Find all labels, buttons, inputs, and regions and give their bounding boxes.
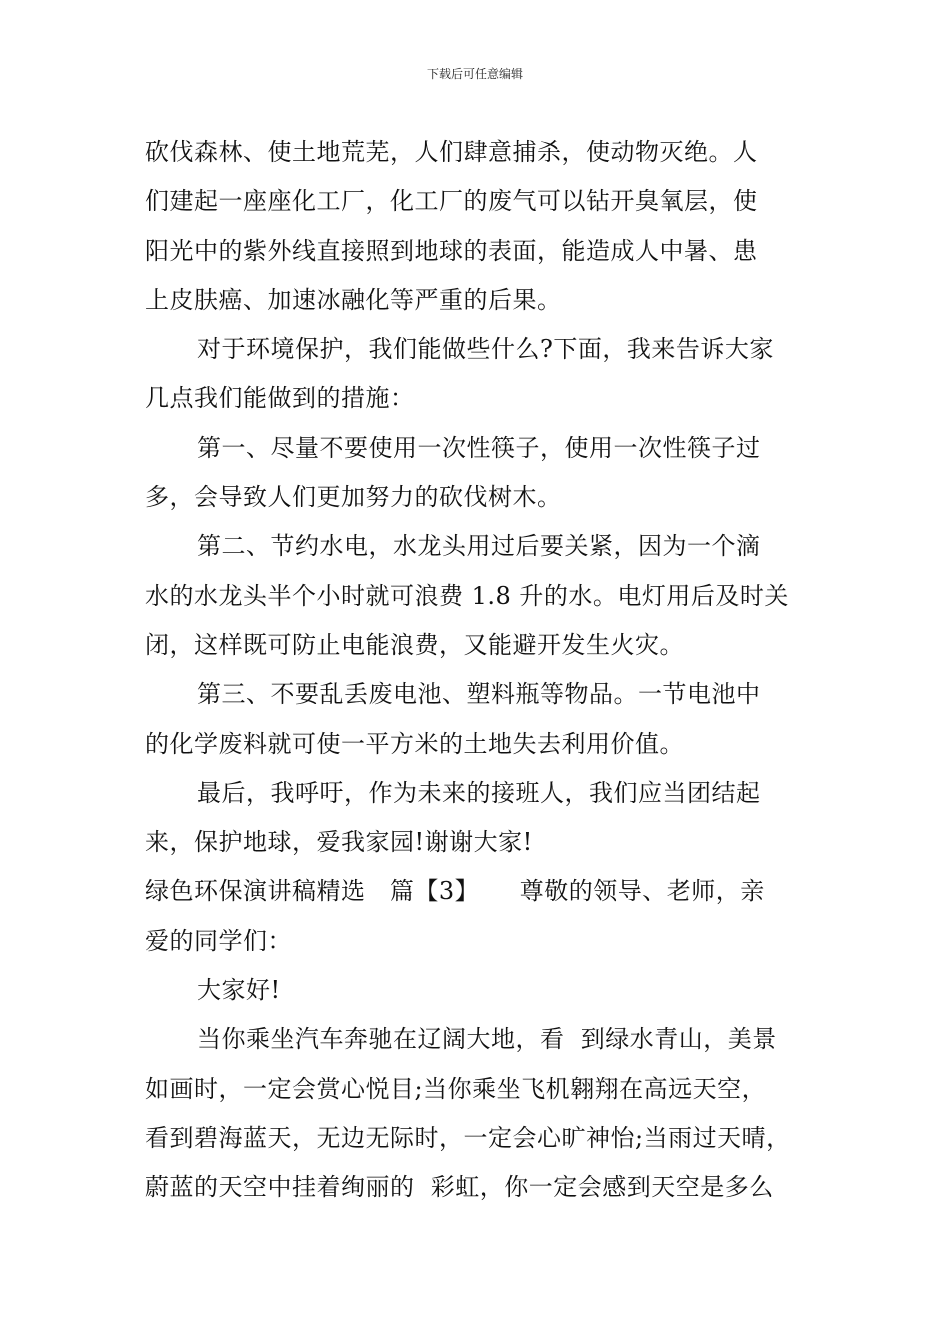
- text-line: 来，保护地球，爱我家园!谢谢大家!: [145, 828, 533, 857]
- text-line: 蔚蓝的天空中挂着绚丽的 彩虹，你一定会感到天空是多么: [145, 1173, 774, 1202]
- paragraph-start-line: 对于环境保护，我们能做些什么?下面，我来告诉大家: [197, 335, 774, 364]
- text-line: 阳光中的紫外线直接照到地球的表面，能造成人中暑、患: [145, 236, 758, 265]
- paragraph-start-line: 大家好!: [197, 976, 281, 1005]
- paragraph-start-line: 第一、尽量不要使用一次性筷子，使用一次性筷子过: [197, 433, 761, 462]
- text-line: 水的水龙头半个小时就可浪费 1.8 升的水。电灯用后及时关: [145, 581, 789, 610]
- text-line: 们建起一座座化工厂，化工厂的废气可以钻开臭氧层，使: [145, 187, 758, 216]
- text-line: 如画时，一定会赏心悦目;当你乘坐飞机翱翔在高远天空，: [145, 1074, 767, 1103]
- text-line: 多，会导致人们更加努力的砍伐树木。: [145, 483, 562, 512]
- text-line: 看到碧海蓝天，无边无际时，一定会心旷神怡;当雨过天晴，: [145, 1123, 791, 1152]
- text-line: 几点我们能做到的措施：: [145, 384, 415, 413]
- text-line: 的化学废料就可使一平方米的土地失去利用价值。: [145, 729, 684, 758]
- text-line: 闭，这样既可防止电能浪费，又能避开发生火灾。: [145, 630, 684, 659]
- document-body: [145, 128, 825, 1213]
- text-line: 上皮肤癌、加速冰融化等严重的后果。: [145, 285, 562, 314]
- paragraph-start-line: 最后，我呼吁，作为未来的接班人，我们应当团结起: [197, 778, 761, 807]
- paragraph-start-line: 第三、不要乱丢废电池、塑料瓶等物品。一节电池中: [197, 680, 761, 709]
- section-title-line: 绿色环保演讲稿精选 篇【3】 尊敬的领导、老师，亲: [145, 877, 765, 906]
- page-header: 下载后可任意编辑: [426, 67, 523, 81]
- text-line: 爱的同学们：: [145, 926, 292, 955]
- paragraph-start-line: 第二、节约水电，水龙头用过后要关紧，因为一个滴: [197, 532, 761, 561]
- text-line: 砍伐森林、使土地荒芜，人们肆意捕杀，使动物灭绝。人: [145, 138, 758, 166]
- paragraph-start-line: 当你乘坐汽车奔驰在辽阔大地，看 到绿水青山，美景: [197, 1025, 777, 1054]
